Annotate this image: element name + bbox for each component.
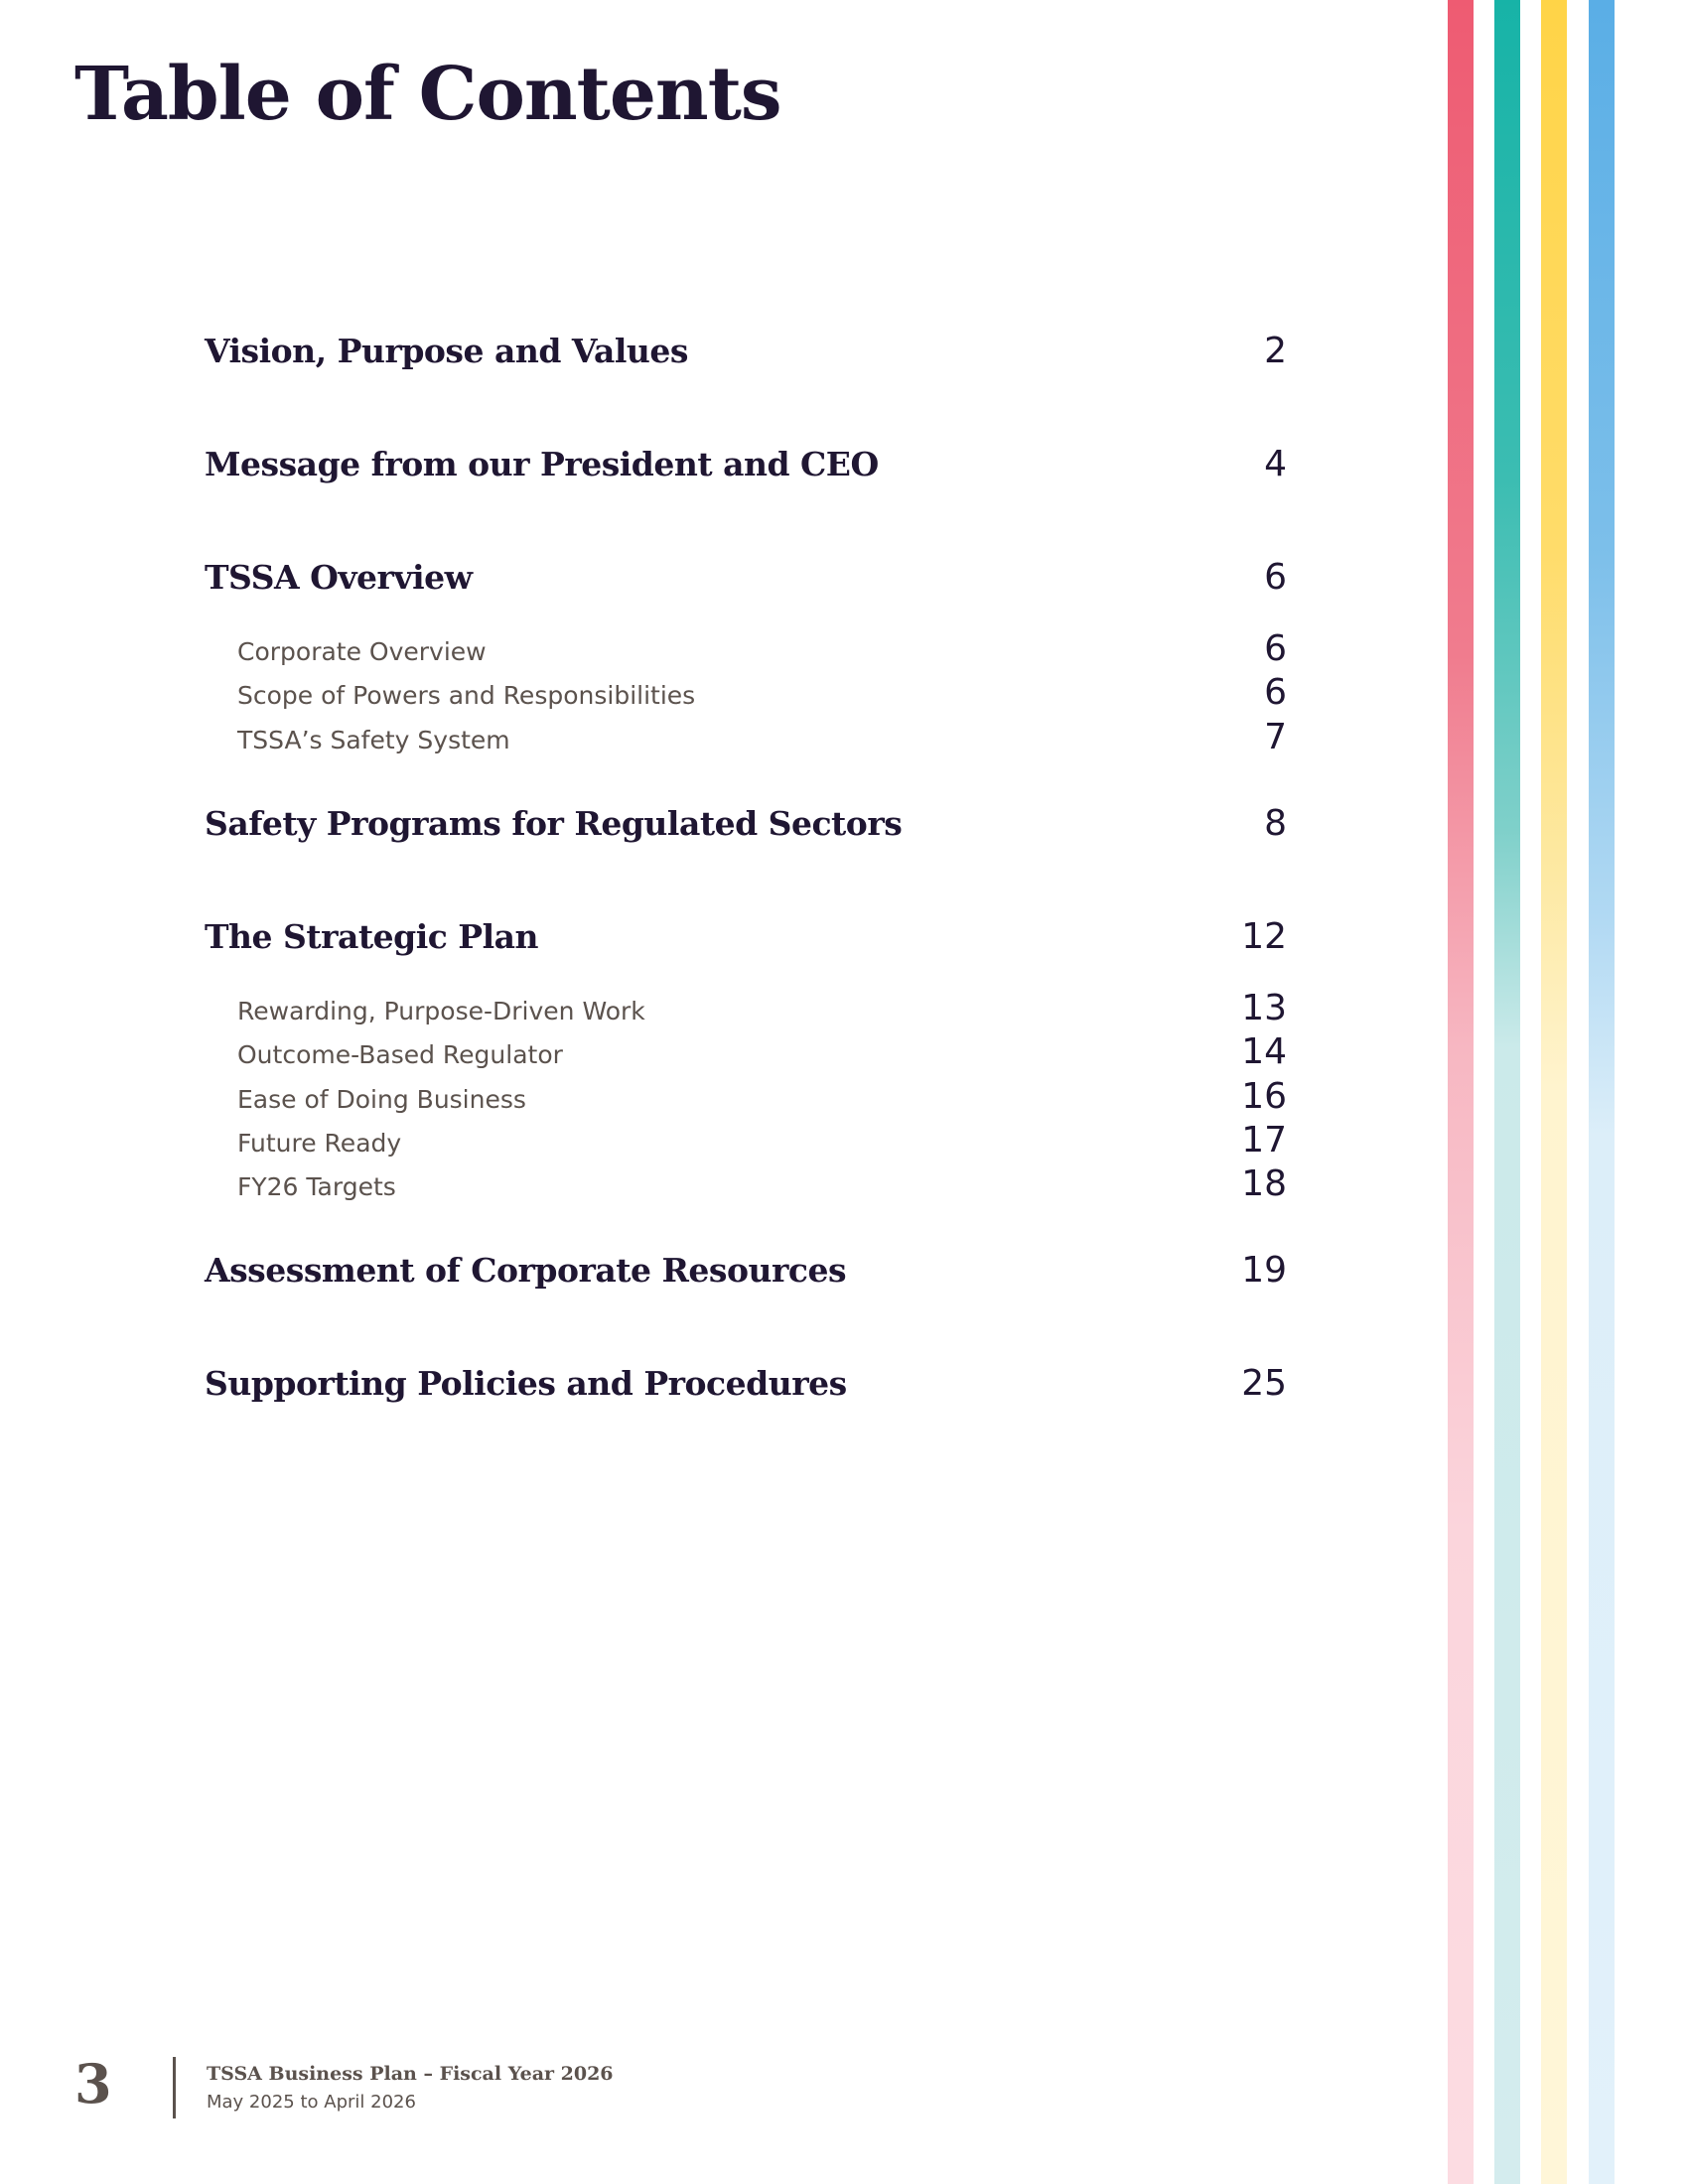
decorative-stripe-teal: [1494, 0, 1520, 2184]
toc-subentry-rewarding-work[interactable]: [237, 988, 1287, 1028]
toc-entry-safety-programs[interactable]: [205, 803, 1287, 844]
toc-entry-overview[interactable]: [205, 557, 1287, 598]
toc-subentry-corporate-overview[interactable]: [237, 628, 1287, 669]
footer-divider: [173, 2057, 176, 2118]
toc-entry-page: 17: [1241, 1120, 1287, 1160]
toc-entry-label: Vision, Purpose and Values: [205, 332, 688, 370]
toc-entry-page: 18: [1241, 1163, 1287, 1204]
toc-subentry-future-ready[interactable]: [237, 1120, 1287, 1160]
toc-entry-strategic-plan[interactable]: [205, 916, 1287, 957]
toc-entry-label: TSSA Overview: [205, 558, 473, 597]
toc-entry-label: Future Ready: [237, 1129, 402, 1158]
toc-entry-label: The Strategic Plan: [205, 917, 539, 956]
toc-entry-label: Outcome-Based Regulator: [237, 1040, 563, 1069]
toc-entry-page: 16: [1241, 1076, 1287, 1117]
toc-subentry-fy26-targets[interactable]: [237, 1163, 1287, 1204]
toc-entry-label: Safety Programs for Regulated Sectors: [205, 804, 903, 843]
toc-entry-label: Assessment of Corporate Resources: [205, 1251, 847, 1290]
decorative-stripe-blue: [1589, 0, 1615, 2184]
toc-entry-label: Message from our President and CEO: [205, 445, 879, 483]
toc-entry-message[interactable]: [205, 444, 1287, 484]
toc-subentry-scope[interactable]: [237, 672, 1287, 713]
toc-entry-label: Supporting Policies and Procedures: [205, 1364, 847, 1403]
toc-entry-page: 12: [1241, 916, 1287, 957]
toc-entry-supporting-policies[interactable]: [205, 1363, 1287, 1404]
toc-entry-page: 7: [1264, 717, 1287, 757]
toc-entry-page: 6: [1264, 628, 1287, 669]
toc-entry-page: 8: [1264, 803, 1287, 844]
toc-entry-page: 25: [1241, 1363, 1287, 1404]
footer-title: TSSA Business Plan – Fiscal Year 2026: [207, 2063, 614, 2085]
toc-subentry-outcome-regulator[interactable]: [237, 1031, 1287, 1072]
toc-entry-assessment[interactable]: [205, 1250, 1287, 1291]
footer-subtitle: May 2025 to April 2026: [207, 2092, 416, 2113]
toc-entry-page: 2: [1264, 331, 1287, 371]
decorative-stripe-red: [1448, 0, 1474, 2184]
toc-entry-label: FY26 Targets: [237, 1172, 396, 1201]
toc-entry-label: Corporate Overview: [237, 637, 487, 666]
toc-entry-label: Scope of Powers and Responsibilities: [237, 681, 696, 710]
toc-entry-label: Ease of Doing Business: [237, 1085, 526, 1114]
footer-page-number: 3: [74, 2052, 112, 2116]
toc-entry-label: TSSA’s Safety System: [237, 726, 510, 754]
decorative-stripe-yellow: [1541, 0, 1567, 2184]
page-title: Table of Contents: [74, 52, 781, 137]
toc-entry-label: Rewarding, Purpose-Driven Work: [237, 997, 645, 1025]
toc-entry-page: 14: [1241, 1031, 1287, 1072]
toc-entry-page: 6: [1264, 557, 1287, 598]
toc-entry-page: 6: [1264, 672, 1287, 713]
toc-subentry-ease-of-business[interactable]: [237, 1076, 1287, 1117]
toc-subentry-safety-system[interactable]: [237, 717, 1287, 757]
toc-entry-page: 19: [1241, 1250, 1287, 1291]
toc-entry-page: 4: [1264, 444, 1287, 484]
toc-entry-page: 13: [1241, 988, 1287, 1028]
toc-entry-vision[interactable]: [205, 331, 1287, 371]
